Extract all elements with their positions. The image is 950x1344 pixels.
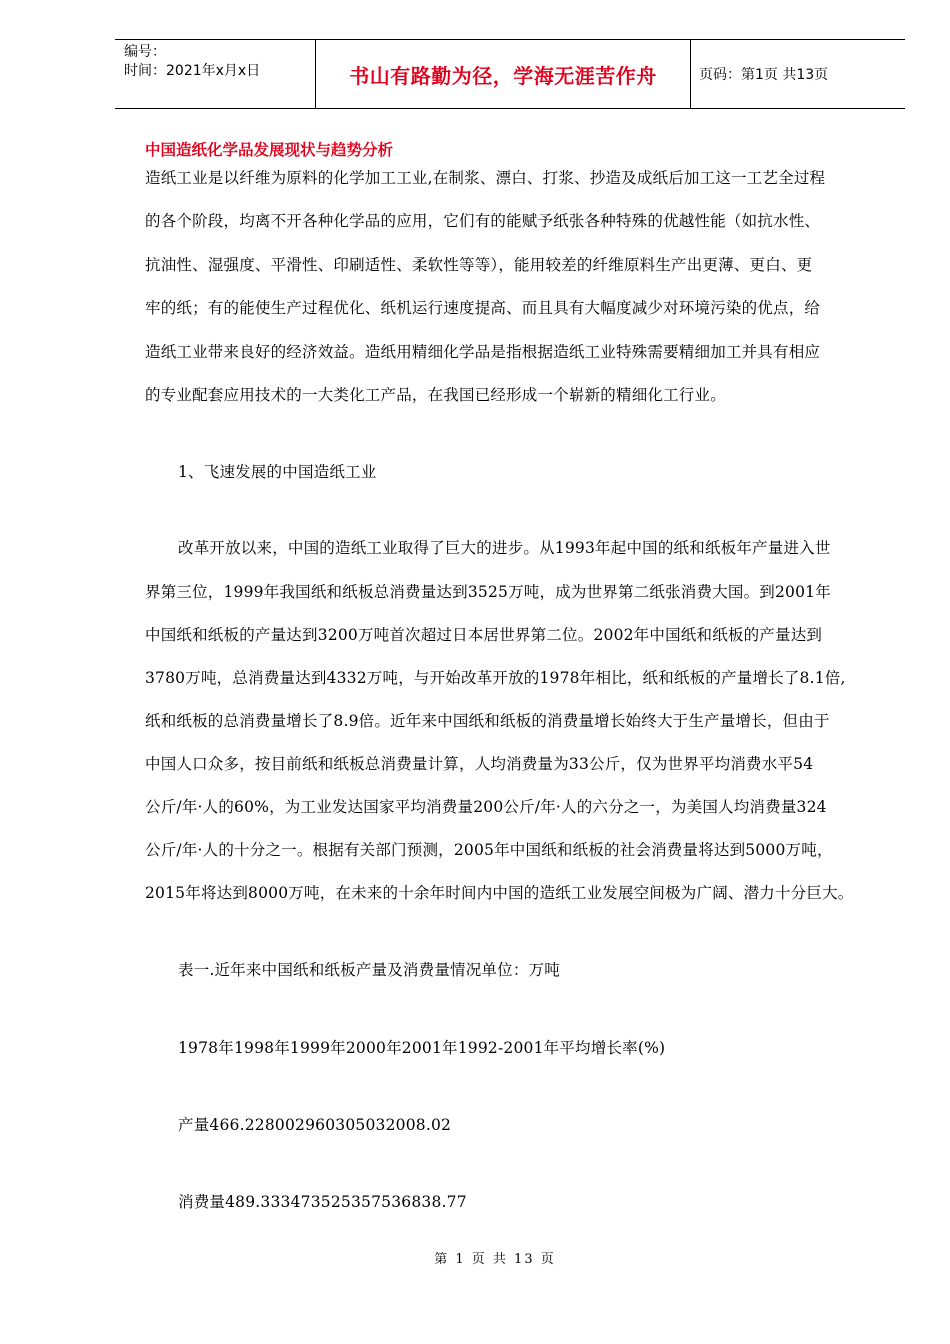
- table-row-consumption: 消费量489.333473525357536838.77: [178, 1193, 467, 1211]
- body-line: 3780万吨，总消费量达到4332万吨，与开始改革开放的1978年相比，纸和纸板的产量增长了8.1倍,: [145, 669, 846, 687]
- header-motto-cell: [316, 40, 691, 108]
- document-number-label: 编号：: [124, 44, 166, 60]
- page-footer: 第 1 页 共 13 页: [434, 1252, 556, 1267]
- body-line: 界第三位，1999年我国纸和纸板总消费量达到3525万吨，成为世界第二纸张消费大国。到2001年: [145, 583, 831, 601]
- section-heading: 1、飞速发展的中国造纸工业: [178, 463, 377, 481]
- intro-line: 造纸工业带来良好的经济效益。造纸用精细化学品是指根据造纸工业特殊需要精细加工并具有相应: [145, 343, 821, 361]
- table-header-row: 1978年1998年1999年2000年2001年1992-2001年平均增长率(%): [178, 1039, 666, 1057]
- intro-line: 的各个阶段，均离不开各种化学品的应用，它们有的能赋予纸张各种特殊的优越性能（如抗水性、: [145, 212, 821, 230]
- intro-line: 抗油性、湿强度、平滑性、印刷适性、柔软性等等），能用较差的纤维原料生产出更薄、更白、更: [145, 256, 813, 274]
- intro-line: 造纸工业是以纤维为原料的化学加工工业,在制浆、漂白、打浆、抄造及成纸后加工这一工艺全过程: [145, 169, 826, 187]
- page-header: [115, 39, 905, 109]
- header-meta: [115, 40, 316, 108]
- body-line: 2015年将达到8000万吨，在未来的十余年时间内中国的造纸工业发展空间极为广阔、潜力十分巨大。: [145, 884, 854, 902]
- body-line: 中国纸和纸板的产量达到3200万吨首次超过日本居世界第二位。2002年中国纸和纸板的产量达到: [145, 626, 823, 644]
- header-page-info: 页码：第1页 共13页: [699, 67, 829, 83]
- body-line: 中国人口众多，按目前纸和纸板总消费量计算，人均消费量为33公斤，仅为世界平均消费水平54: [145, 755, 814, 773]
- body-line: 公斤/年·人的60%，为工业发达国家平均消费量200公斤/年·人的六分之一，为美国人均消费量324: [145, 798, 827, 816]
- header-motto: 书山有路勤为径，学海无涯苦作舟: [349, 63, 657, 88]
- body-line: 改革开放以来，中国的造纸工业取得了巨大的进步。从1993年起中国的纸和纸板年产量进入世: [178, 539, 831, 557]
- header-page-info-cell: [691, 40, 905, 108]
- body-line: 纸和纸板的总消费量增长了8.9倍。近年来中国纸和纸板的消费量增长始终大于生产量增长，但由于: [145, 712, 830, 730]
- body-line: 公斤/年·人的十分之一。根据有关部门预测，2005年中国纸和纸板的社会消费量将达到5000万吨，: [145, 841, 833, 859]
- document-date: 时间：2021年x月x日: [124, 63, 261, 79]
- table-row-production: 产量466.228002960305032008.02: [178, 1116, 452, 1134]
- intro-line: 牢的纸；有的能使生产过程优化、纸机运行速度提高、而且具有大幅度减少对环境污染的优点，给: [145, 299, 821, 317]
- intro-line: 的专业配套应用技术的一大类化工产品，在我国已经形成一个崭新的精细化工行业。: [145, 386, 726, 404]
- table-caption: 表一.近年来中国纸和纸板产量及消费量情况单位：万吨: [178, 961, 560, 979]
- document-title: 中国造纸化学品发展现状与趋势分析: [145, 141, 394, 159]
